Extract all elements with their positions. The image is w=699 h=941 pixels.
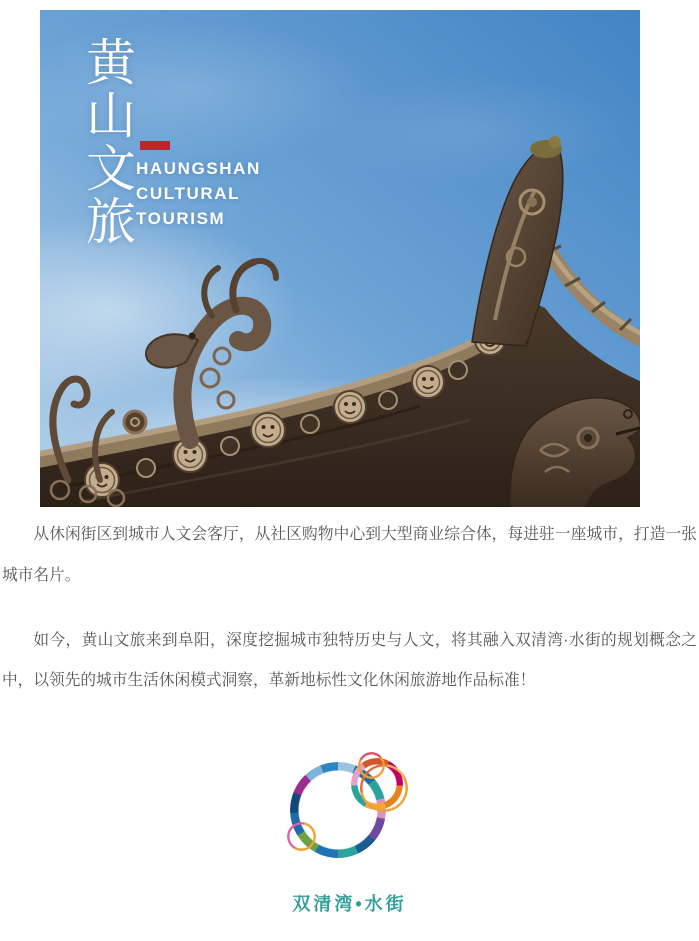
- brand-logo-cn: 黄山文旅: [78, 36, 136, 248]
- article-body: [0, 507, 699, 702]
- ring-thin-bottom-icon: [287, 822, 316, 851]
- footer-brand-name: 双清湾•水街: [292, 894, 407, 915]
- brand-red-dash: [140, 141, 170, 150]
- brand-en-line-2: CULTURAL: [136, 184, 241, 203]
- paragraph-1: 从休闲街区到城市人文会客厅，从社区购物中心到大型商业综合体，每进驻一座城市，打造一张城市名片。: [2, 526, 697, 584]
- footer-brand: [0, 752, 699, 916]
- brand-en-line-3: TOURISM: [136, 209, 226, 228]
- brand-en-line-1: HAUNGSHAN: [136, 159, 261, 178]
- paragraph-2: 如今，黄山文旅来到阜阳，深度挖掘城市独特历史与人文，将其融入双清湾·水街的规划概念之中，以领先的城市生活休闲模式洞察，革新地标性文化休闲旅游地作品标准！: [2, 631, 697, 690]
- brand-logo-en: [136, 156, 261, 231]
- rings-logo-icon: [290, 752, 410, 864]
- hero-image: [40, 10, 640, 507]
- ring-thin-top-icon: [358, 752, 385, 779]
- scroll-ornament: [124, 411, 146, 433]
